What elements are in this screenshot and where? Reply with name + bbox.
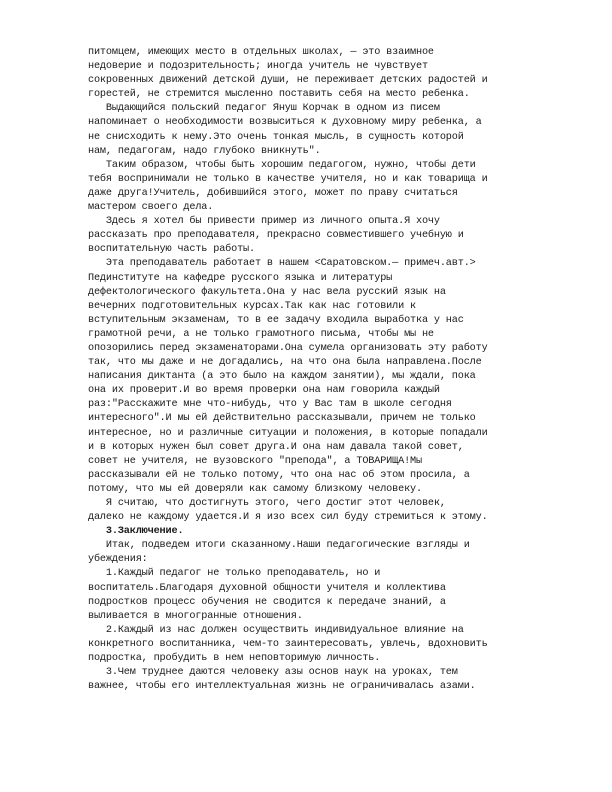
document-body xyxy=(88,46,558,694)
text-line: воспитатель.Благодаря духовной общности учителя и коллектива xyxy=(88,582,446,594)
text-line: Итак, подведем итоги сказанному.Наши педагогические взгляды и xyxy=(88,540,470,552)
text-line: вступительным экзаменам, то в ее задачу входила выработка у нас xyxy=(88,314,464,326)
text-line: горестей, не стремится мысленно поставить себя на место ребенка. xyxy=(88,89,470,101)
text-line: дефектологического факультета.Она у нас вела русский язык на xyxy=(88,286,446,298)
text-line: вечерних подготовительных курсах.Так как нас готовили к xyxy=(88,300,416,312)
text-line: сокровенных движений детской души, не переживает детских радостей и xyxy=(88,75,488,87)
text-line: она их проверит.И во время проверки она нам говорила каждый xyxy=(88,385,440,397)
text-line: выливается в многогранные отношения. xyxy=(88,610,303,622)
text-line: важнее, чтобы его интеллектуальная жизнь не ограничивалась азами. xyxy=(88,681,476,693)
text-line: написания диктанта (а это было на каждом занятии), мы ждали, пока xyxy=(88,371,476,383)
text-line: убеждения: xyxy=(88,554,148,566)
text-line: 1.Каждый педагог не только преподаватель, но и xyxy=(88,568,381,580)
text-line: и в которых нужен был совет друга.И она нам давала такой совет, xyxy=(88,441,464,453)
text-line: тебя воспринимали не только в качестве учителя, но и как товарища и xyxy=(88,173,488,185)
text-line: подростков процесс обучения не сводится к передаче знаний, а xyxy=(88,596,446,608)
text-line: не снисходить к нему.Это очень тонкая мысль, в сущность которой xyxy=(88,131,464,143)
text-line: раз:"Расскажите мне что-нибудь, что у Вас там в школе сегодня xyxy=(88,399,452,411)
section-heading: 3.Заключение. xyxy=(88,526,184,538)
text-line: напоминает о необходимости возвыситься к духовному миру ребенка, а xyxy=(88,117,482,129)
text-line: так, что мы даже и не догадались, на что она была направлена.После xyxy=(88,357,482,369)
text-line: грамотной речи, а не только грамотного письма, чтобы мы не xyxy=(88,328,434,340)
text-line: Таким образом, чтобы быть хорошим педагогом, нужно, чтобы дети xyxy=(88,159,476,171)
text-line: далеко не каждому удается.И я изо всех сил буду стремиться к этому. xyxy=(88,512,488,524)
text-line: Выдающийся польский педагог Януш Корчак в одном из писем xyxy=(88,103,440,115)
text-line: даже друга!Учитель, добившийся этого, может по праву считаться xyxy=(88,187,458,199)
text-line: интересного".И мы ей действительно рассказывали, причем не только xyxy=(88,413,476,425)
text-line: Я считаю, что достигнуть этого, чего достиг этот человек, xyxy=(88,498,446,509)
text-line: Эта преподаватель работает в нашем <Саратовском.— примеч.авт.> xyxy=(88,258,476,270)
text-line: совет не учителя, не вузовского "препода", а ТОВАРИЩА!Мы xyxy=(88,455,422,467)
text-line: рассказать про преподавателя, прекрасно совместившего учебную и xyxy=(88,230,464,242)
text-line: подростка, пробудить в нем неповторимую личность. xyxy=(88,653,381,665)
text-line: потому, что мы ей доверяли как самому близкому человеку. xyxy=(88,483,422,495)
text-line: питомцем, имеющих место в отдельных школах, — это взаимное xyxy=(88,47,434,58)
text-line: Пединституте на кафедре русского языка и литературы xyxy=(88,272,393,284)
text-line: рассказывали ей не только потому, что она нас об этом просила, а xyxy=(88,469,470,481)
text-line: Здесь я хотел бы привести пример из личного опыта.Я хочу xyxy=(88,216,440,228)
text-line: нам, педагогам, надо глубоко вникнуть". xyxy=(88,145,321,157)
text-line: опозорились перед экзаменаторами.Она сумела организовать эту работу xyxy=(88,342,488,354)
text-line: 3.Чем труднее даются человеку азы основ наук на уроках, тем xyxy=(88,667,458,679)
text-line: интересное, но и различные ситуации и положения, в которые попадали xyxy=(88,427,488,439)
text-line: недоверие и подозрительность; иногда учитель не чувствует xyxy=(88,61,428,73)
text-line: воспитательную часть работы. xyxy=(88,244,255,256)
text-line: мастером своего дела. xyxy=(88,202,214,214)
text-line: конкретного воспитанника, чем-то заинтересовать, увлечь, вдохновить xyxy=(88,638,488,650)
text-line: 2.Каждый из нас должен осуществить индивидуальное влияние на xyxy=(88,624,464,636)
